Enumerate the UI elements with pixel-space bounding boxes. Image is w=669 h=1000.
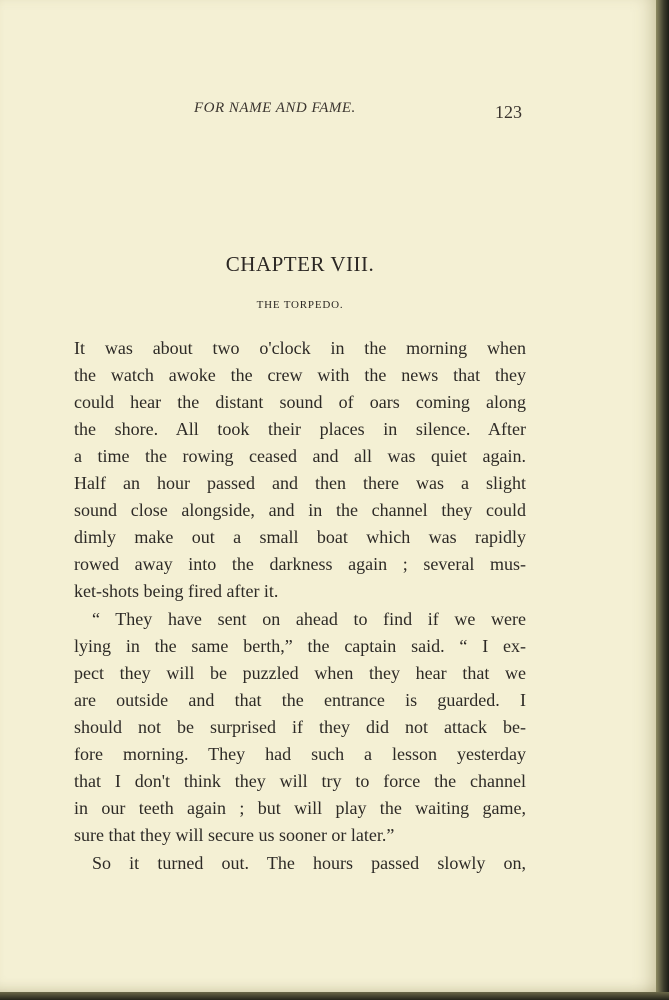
text-line: lying in the same berth,” the captain said. “ I ex- [74, 636, 526, 656]
running-head: FOR NAME AND FAME. [194, 100, 356, 116]
book-edge [656, 0, 669, 1000]
text-line: are outside and that the entrance is guarded. I [74, 690, 526, 710]
text-line: ket-shots being fired after it. [74, 581, 279, 601]
text-line: sound close alongside, and in the channel they could [74, 500, 526, 520]
book-bottom-edge [0, 992, 669, 1000]
text-line: the shore. All took their places in silence. After [74, 419, 526, 439]
text-line: the watch awoke the crew with the news that they [74, 365, 526, 385]
text-line: So it turned out. The hours passed slowly on, [92, 853, 526, 873]
text-line: should not be surprised if they did not attack be- [74, 717, 526, 737]
text-line: in our teeth again ; but will play the waiting game, [74, 798, 526, 818]
text-line: rowed away into the darkness again ; several mus- [74, 554, 526, 574]
text-line: It was about two o'clock in the morning when [74, 338, 526, 358]
text-line: sure that they will secure us sooner or later.” [74, 825, 395, 845]
text-line: a time the rowing ceased and all was quiet again. [74, 446, 526, 466]
text-line: pect they will be puzzled when they hear that we [74, 663, 526, 683]
chapter-title: CHAPTER VIII. [225, 252, 375, 276]
page-number: 123 [495, 102, 522, 122]
text-line: Half an hour passed and then there was a slight [74, 473, 526, 493]
text-line: fore morning. They had such a lesson yesterday [74, 744, 526, 764]
text-line: dimly make out a small boat which was rapidly [74, 527, 526, 547]
text-line: could hear the distant sound of oars coming along [74, 392, 526, 412]
text-line: that I don't think they will try to force the channel [74, 771, 526, 791]
text-line: “ They have sent on ahead to find if we were [92, 609, 526, 629]
chapter-subtitle: THE TORPEDO. [256, 299, 344, 311]
